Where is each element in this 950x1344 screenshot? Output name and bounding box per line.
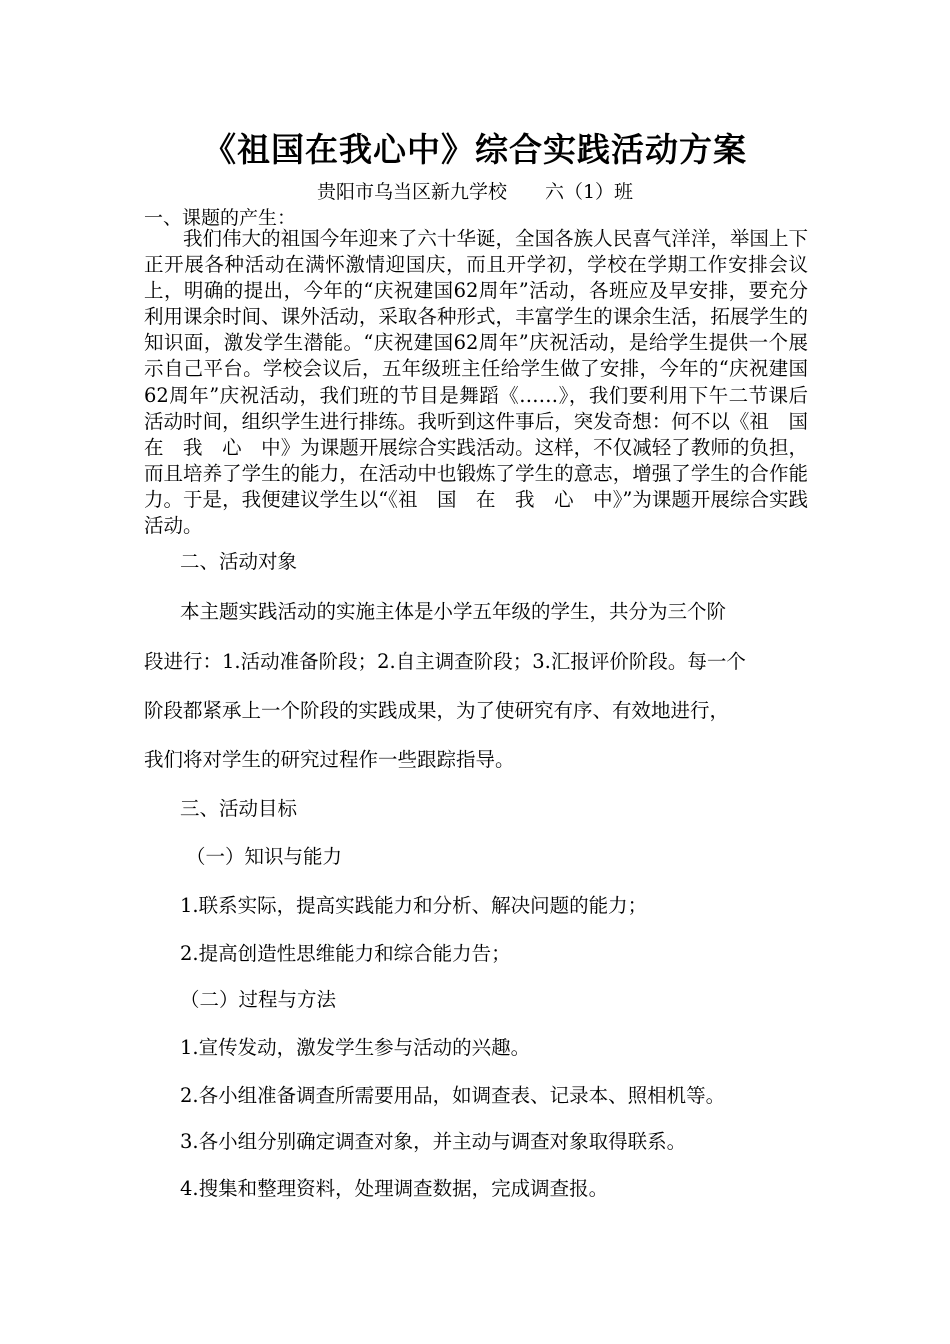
section2-line: 阶段都紧承上一个阶段的实践成果，为了使研究有序、有效地进行， bbox=[144, 699, 730, 722]
subsection1-heading: （一）知识与能力 bbox=[186, 845, 343, 868]
subsection1-item: 1.联系实际，提高实践能力和分析、解决问题的能力； bbox=[180, 894, 648, 917]
section2-line: 我们将对学生的研究过程作一些跟踪指导。 bbox=[144, 748, 515, 771]
document-title: 《祖国在我心中》综合实践活动方案 bbox=[203, 130, 747, 169]
subsection2-item: 1.宣传发动，激发学生参与活动的兴趣。 bbox=[180, 1036, 531, 1059]
section2-line: 本主题实践活动的实施主体是小学五年级的学生，共分为三个阶 bbox=[180, 600, 727, 623]
document-subtitle: 贵阳市乌当区新九学校 六（1）班 bbox=[316, 181, 634, 203]
subsection2-heading: （二）过程与方法 bbox=[180, 988, 337, 1011]
subsection2-item: 4.搜集和整理资料，处理调查数据，完成调查报。 bbox=[180, 1177, 609, 1200]
subsection1-item: 2.提高创造性思维能力和综合能力告； bbox=[180, 942, 511, 965]
section2-heading: 二、活动对象 bbox=[180, 550, 298, 573]
subsection2-item: 3.各小组分别确定调查对象，并主动与调查对象取得联系。 bbox=[180, 1130, 687, 1153]
section1-paragraph: 我们伟大的祖国今年迎来了六十华诞，全国各族人民喜气洋洋，举国上下正开展各种活动在满怀激情迎国庆，而且开学初，学校在学期工作安排会议上，明确的提出，今年的“庆祝建国62周年”活动，各班应及早安排，要充分利用课余时间、课外活动，采取各种形式，丰富学生的课余生活，拓展学生的知识面，激发学生潜能。“庆祝建国62周年”庆祝活动，是给学生提供一个展示自己平台。学校会议后，五年级班主任给学生做了安排，今年的“庆祝建国62周年”庆祝活动，我们班的节目是舞蹈《……》，我们要利用下午二节课后活动时间，组织学生进行排练。我听到这件事后，突发奇想：何不以《祖 国 在 我 心 中》为课题开展综合实践活动。这样，不仅减轻了教师的负担，而且培养了学生的能力，在活动中也锻炼了学生的意志，增强了学生的合作能力。于是，我便建议学生以“《祖 国 在 我 心 中》”为课题开展综合实践活动。 bbox=[144, 227, 828, 538]
section1-heading: 一、课题的产生： bbox=[144, 207, 297, 229]
section2-line: 段进行：1.活动准备阶段；2.自主调查阶段；3.汇报评价阶段。每一个 bbox=[144, 650, 746, 673]
section3-heading: 三、活动目标 bbox=[180, 797, 298, 820]
subsection2-item: 2.各小组准备调查所需要用品，如调查表、记录本、照相机等。 bbox=[180, 1084, 726, 1107]
